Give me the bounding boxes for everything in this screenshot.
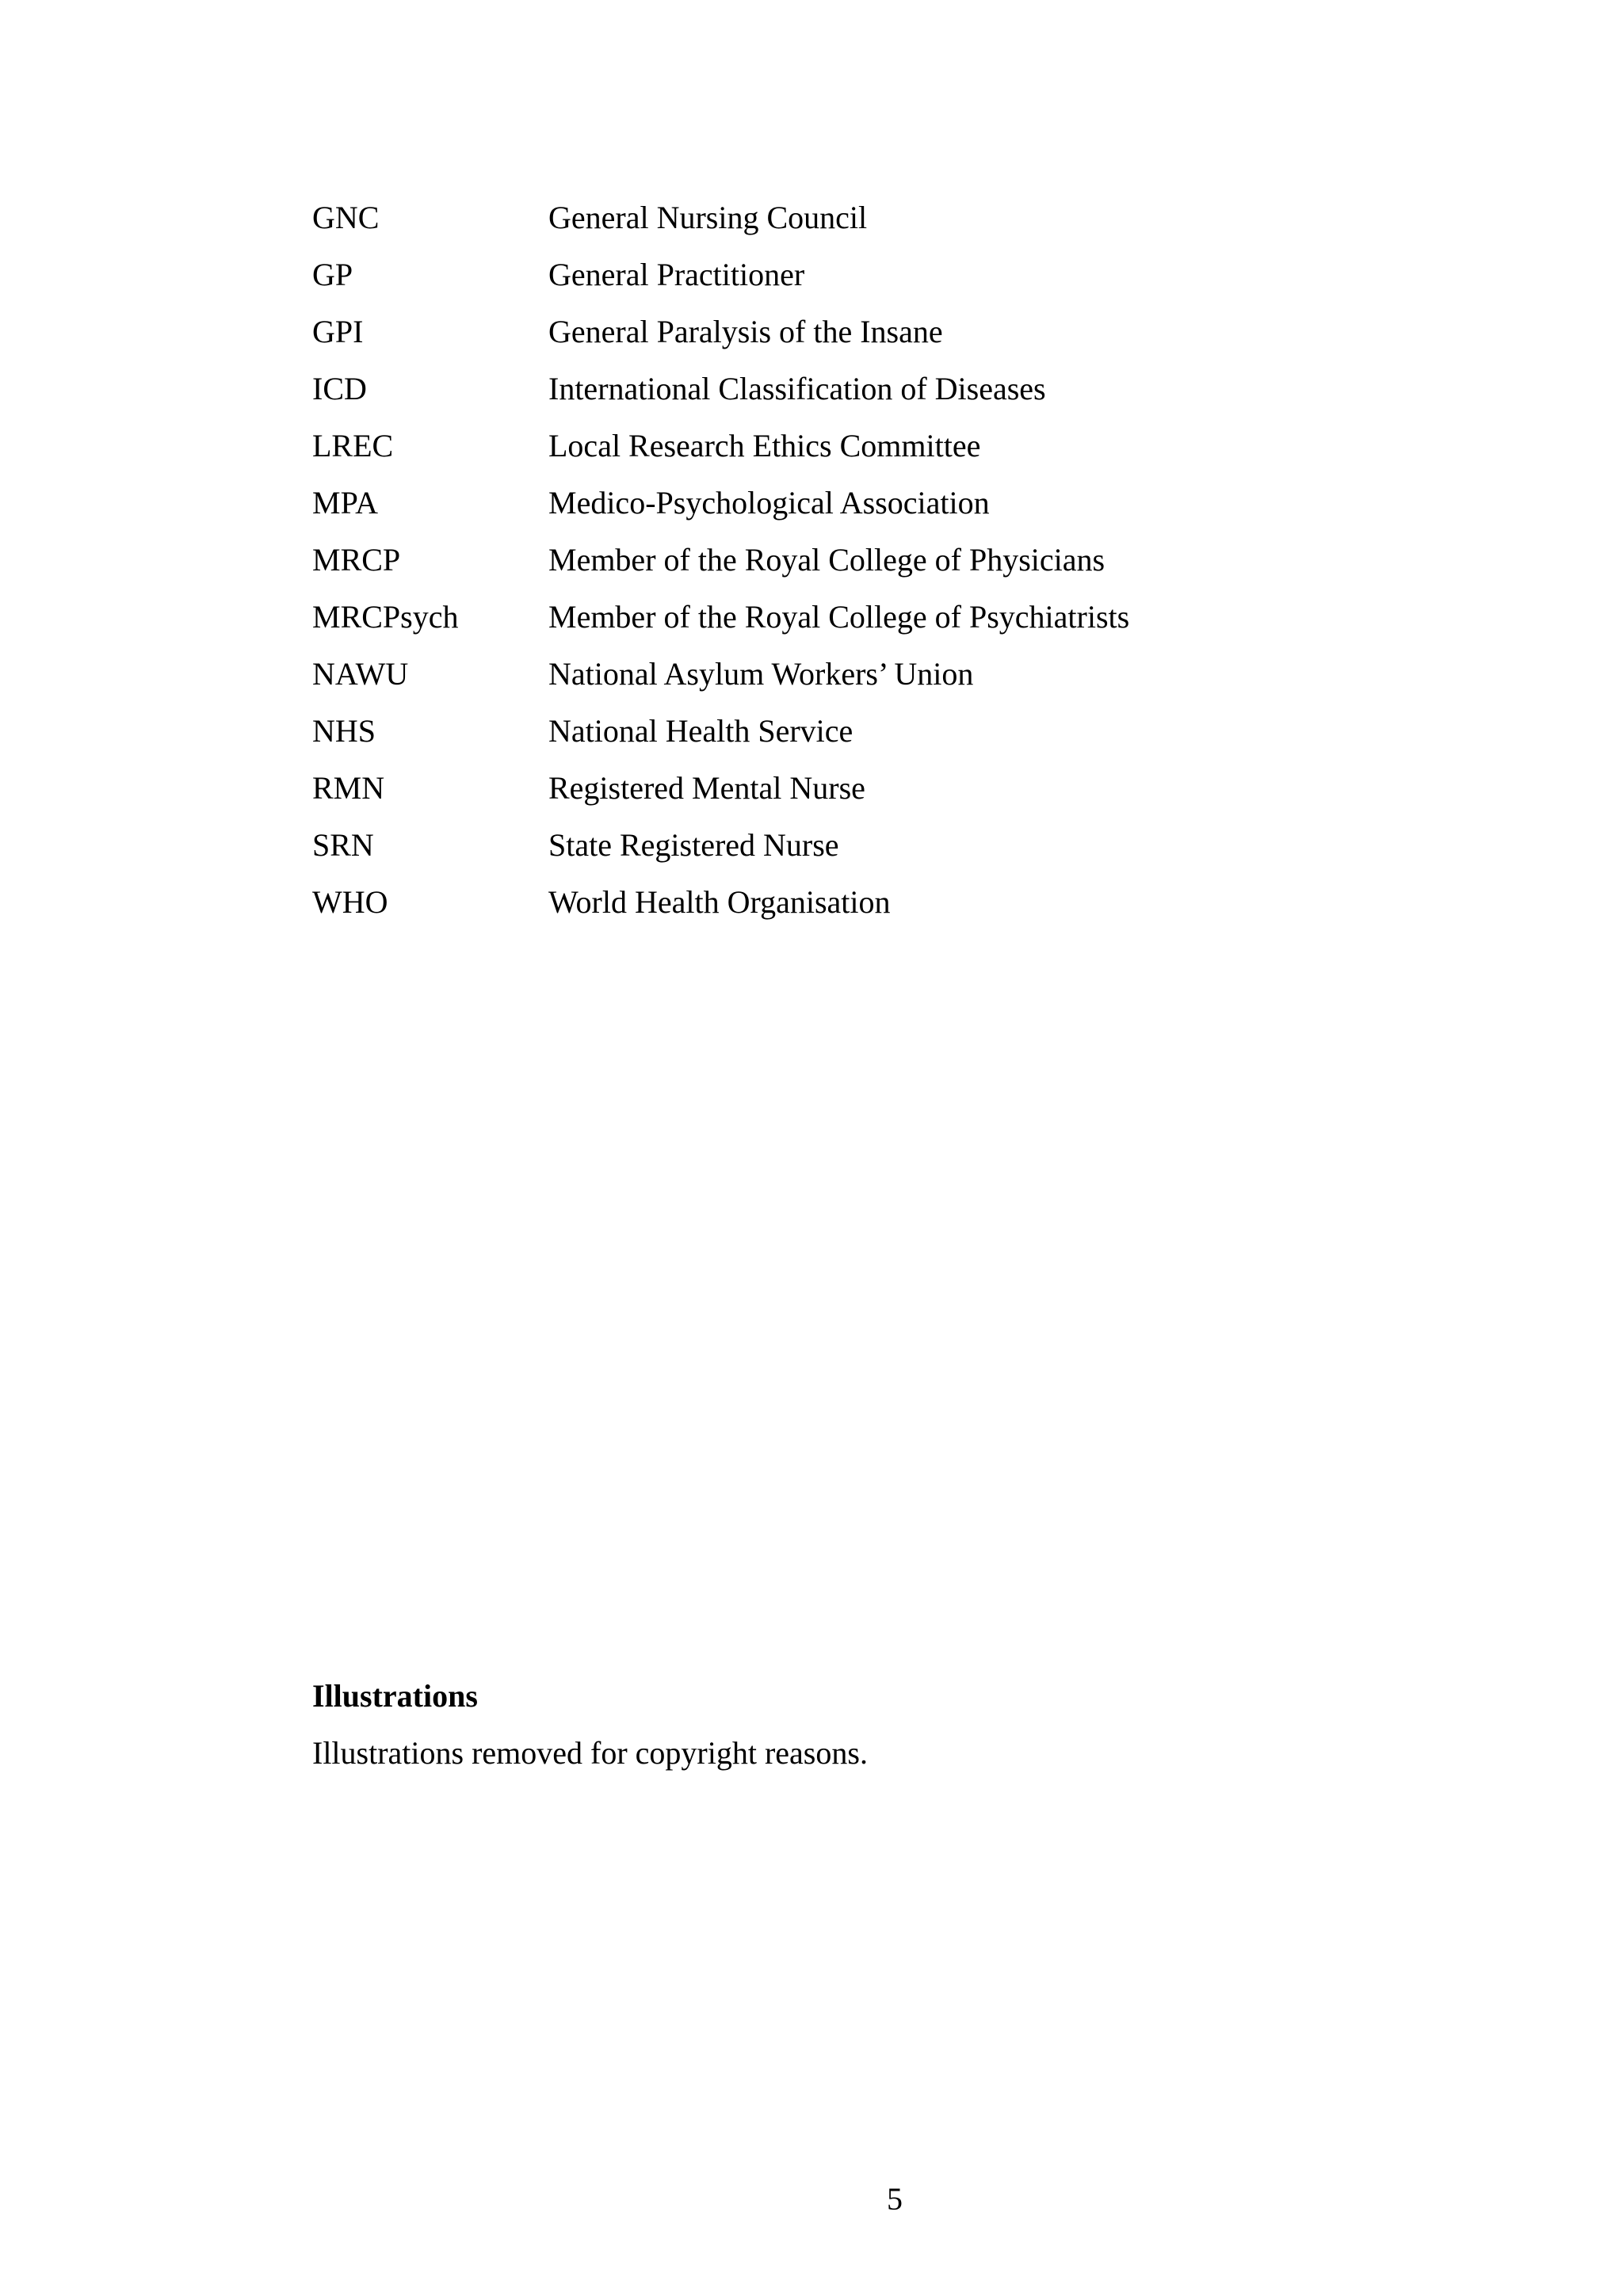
- abbreviation-row: [312, 707, 1342, 764]
- abbreviation-definition: Local Research Ethics Committee: [548, 428, 981, 463]
- abbreviation-code: RMN: [312, 770, 385, 806]
- abbreviation-code: MRCP: [312, 542, 401, 578]
- abbreviation-code: GPI: [312, 314, 364, 349]
- abbreviation-definition: Registered Mental Nurse: [548, 770, 865, 806]
- abbreviation-row: [312, 764, 1342, 821]
- abbreviation-definition: World Health Organisation: [548, 884, 891, 920]
- abbreviation-row: [312, 878, 1342, 935]
- section-text: Illustrations removed for copyright reasons.: [312, 1735, 868, 1771]
- abbreviation-definition: General Paralysis of the Insane: [548, 314, 943, 349]
- abbreviation-row: [312, 421, 1342, 479]
- abbreviation-code: WHO: [312, 884, 388, 920]
- abbreviation-list: [312, 193, 1342, 935]
- abbreviation-definition: Member of the Royal College of Psychiatrists: [548, 599, 1130, 635]
- abbreviation-row: [312, 307, 1342, 364]
- abbreviation-definition: National Health Service: [548, 713, 854, 749]
- abbreviation-definition: General Practitioner: [548, 257, 805, 292]
- abbreviation-definition: International Classification of Diseases: [548, 371, 1046, 406]
- abbreviation-definition: Member of the Royal College of Physicians: [548, 542, 1106, 578]
- abbreviation-code: MRCPsych: [312, 599, 459, 635]
- abbreviation-row: [312, 821, 1342, 878]
- abbreviation-row: [312, 650, 1342, 707]
- abbreviation-code: NAWU: [312, 656, 409, 692]
- abbreviation-code: GNC: [312, 200, 380, 235]
- abbreviation-definition: National Asylum Workers’ Union: [548, 656, 974, 692]
- abbreviation-code: ICD: [312, 371, 367, 406]
- abbreviation-definition: Medico-Psychological Association: [548, 485, 990, 521]
- abbreviation-definition: State Registered Nurse: [548, 827, 839, 863]
- abbreviation-row: [312, 593, 1342, 650]
- page-number: 5: [887, 2181, 903, 2217]
- abbreviation-code: SRN: [312, 827, 374, 863]
- section-heading: Illustrations: [312, 1678, 478, 1714]
- abbreviation-row: [312, 364, 1342, 421]
- abbreviation-code: MPA: [312, 485, 379, 521]
- abbreviation-row: [312, 193, 1342, 250]
- illustrations-section: [312, 1672, 1342, 1778]
- abbreviation-row: [312, 479, 1342, 536]
- abbreviation-code: NHS: [312, 713, 376, 749]
- abbreviation-code: GP: [312, 257, 353, 292]
- abbreviation-definition: General Nursing Council: [548, 200, 868, 235]
- abbreviation-row: [312, 250, 1342, 307]
- abbreviation-code: LREC: [312, 428, 394, 463]
- abbreviation-row: [312, 536, 1342, 593]
